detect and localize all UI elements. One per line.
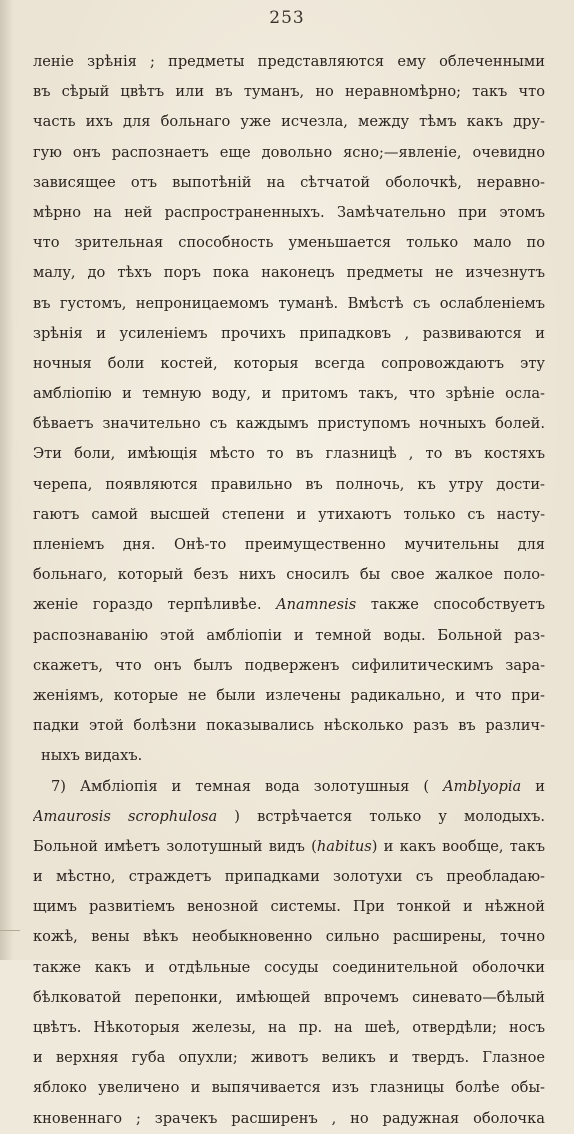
text-line — [33, 379, 545, 409]
text-line — [33, 802, 545, 832]
line-text: больнаго, который безъ нихъ сносилъ бы свое жалкое поло- — [33, 566, 545, 584]
line-text: и — [521, 777, 545, 795]
text-line — [33, 922, 545, 952]
text-line — [33, 47, 545, 77]
text-line — [33, 1073, 545, 1103]
line-text: въ густомъ, непроницаемомъ туманѣ. Вмѣстѣ съ ослабленіемъ — [33, 294, 545, 312]
page-gutter-shadow — [0, 0, 14, 960]
text-line — [33, 289, 545, 319]
italic-term: Amblyopia — [443, 777, 522, 795]
text-line — [33, 500, 545, 530]
text-line — [33, 439, 545, 469]
line-text: падки этой болѣзни показывались нѣсколько разъ въ различ- — [33, 717, 545, 735]
text-line — [33, 349, 545, 379]
line-text: пленіемъ дня. Онѣ-то преимущественно мучительны для — [33, 536, 545, 553]
line-text: что зрительная способность уменьшается только мало по — [33, 234, 545, 252]
line-text: Эти боли, имѣющія мѣсто то въ глазницѣ , то въ костяхъ — [33, 445, 545, 463]
line-text: часть ихъ для больнаго уже исчезла, между тѣмъ какъ дру- — [33, 113, 545, 131]
italic-term: habitus — [316, 837, 372, 855]
text-line — [33, 228, 545, 258]
line-text: женіе гораздо терпѣливѣе. — [33, 596, 277, 614]
line-text: ) встрѣчается только у молодыхъ. — [217, 807, 545, 825]
line-text: распознаванію этой амбліопіи и темной воды. Больной раз- — [33, 626, 545, 644]
text-line — [33, 470, 545, 500]
line-text: щимъ развитіемъ венозной системы. При тонкой и нѣжной — [33, 898, 545, 916]
line-text: Больной имѣетъ золотушный видъ ( — [33, 837, 317, 855]
text-line — [33, 258, 545, 288]
text-line — [33, 107, 545, 137]
text-line — [33, 560, 545, 590]
page-number: 253 — [269, 8, 305, 28]
text-line — [33, 1104, 545, 1134]
text-line — [33, 198, 545, 228]
line-text: 7) Амбліопія и темная вода золотушныя ( — [51, 777, 444, 795]
line-text: амбліопію и темную воду, и притомъ такъ, что зрѣніе осла- — [33, 385, 545, 403]
line-text: и мѣстно, страждетъ припадками золотухи съ преобладаю- — [33, 868, 545, 886]
line-text: яблоко увеличено и выпячивается изъ глазницы болѣе обы- — [33, 1079, 545, 1097]
text-line — [33, 953, 545, 983]
line-text: кновеннаго ; зрачекъ расширенъ , но радужная оболочка — [33, 1109, 545, 1127]
line-text: малу, до тѣхъ поръ пока наконецъ предметы не изчезнутъ — [33, 264, 545, 282]
text-line — [33, 651, 545, 681]
text-line — [33, 621, 545, 651]
text-line — [33, 590, 545, 620]
text-line — [33, 772, 545, 802]
body-text — [33, 47, 545, 1134]
text-line — [33, 409, 545, 439]
text-line — [33, 741, 545, 771]
line-text: зависящее отъ выпотѣній на сѣтчатой оболочкѣ, неравно- — [33, 173, 545, 191]
text-line — [33, 832, 545, 862]
line-text: скажетъ, что онъ былъ подверженъ сифилитическимъ зара- — [33, 656, 545, 674]
text-line — [33, 681, 545, 711]
line-text: черепа, появляются правильно въ полночь, къ утру дости- — [33, 475, 545, 493]
text-line — [33, 892, 545, 922]
line-text: также способствуетъ — [356, 596, 545, 614]
text-line — [33, 1013, 545, 1043]
line-text: мѣрно на ней распространенныхъ. Замѣчательно при этомъ — [33, 203, 545, 221]
line-text: бѣваетъ значительно съ каждымъ приступомъ ночныхъ болей. — [33, 415, 545, 433]
line-text: кожѣ, вены вѣкъ необыкновенно сильно расширены, точно — [33, 928, 545, 946]
line-text: гую онъ распознаетъ еще довольно ясно;—явленіе, очевидно — [33, 143, 545, 161]
line-text: цвѣтъ. Нѣкоторыя железы, на пр. на шеѣ, отвердѣли; носъ — [33, 1019, 545, 1036]
italic-term: Anamnesis — [276, 596, 357, 614]
text-line — [33, 983, 545, 1013]
text-line — [33, 77, 545, 107]
text-line — [33, 168, 545, 198]
line-text: ) и какъ вообще, такъ — [371, 837, 545, 855]
margin-mark — [0, 930, 20, 931]
line-text: леніе зрѣнія ; предметы представляются ему облеченными — [33, 53, 545, 70]
line-text: въ сѣрый цвѣтъ или въ туманъ, но неравномѣрно; такъ что — [33, 83, 545, 101]
line-text: гаютъ самой высшей степени и утихаютъ только съ насту- — [33, 505, 545, 523]
text-line — [33, 530, 545, 560]
italic-term: Amaurosis scrophulosa — [33, 807, 218, 825]
text-line — [33, 1043, 545, 1073]
line-text: также какъ и отдѣльные сосуды соединительной оболочки — [33, 958, 545, 976]
text-line — [33, 319, 545, 349]
text-line — [33, 138, 545, 168]
line-text: и верхняя губа опухли; животъ великъ и твердъ. Глазное — [33, 1049, 545, 1067]
line-text: ныхъ видахъ. — [41, 747, 143, 765]
line-text: ночныя боли костей, которыя всегда сопровождаютъ эту — [33, 354, 545, 372]
line-text: женіямъ, которые не были излечены радикально, и что при- — [33, 686, 545, 704]
text-line — [33, 711, 545, 741]
text-line — [33, 862, 545, 892]
line-text: бѣлковатой перепонки, имѣющей впрочемъ синевато—бѣлый — [33, 988, 545, 1006]
line-text: зрѣнія и усиленіемъ прочихъ припадковъ , развиваются и — [33, 324, 545, 342]
